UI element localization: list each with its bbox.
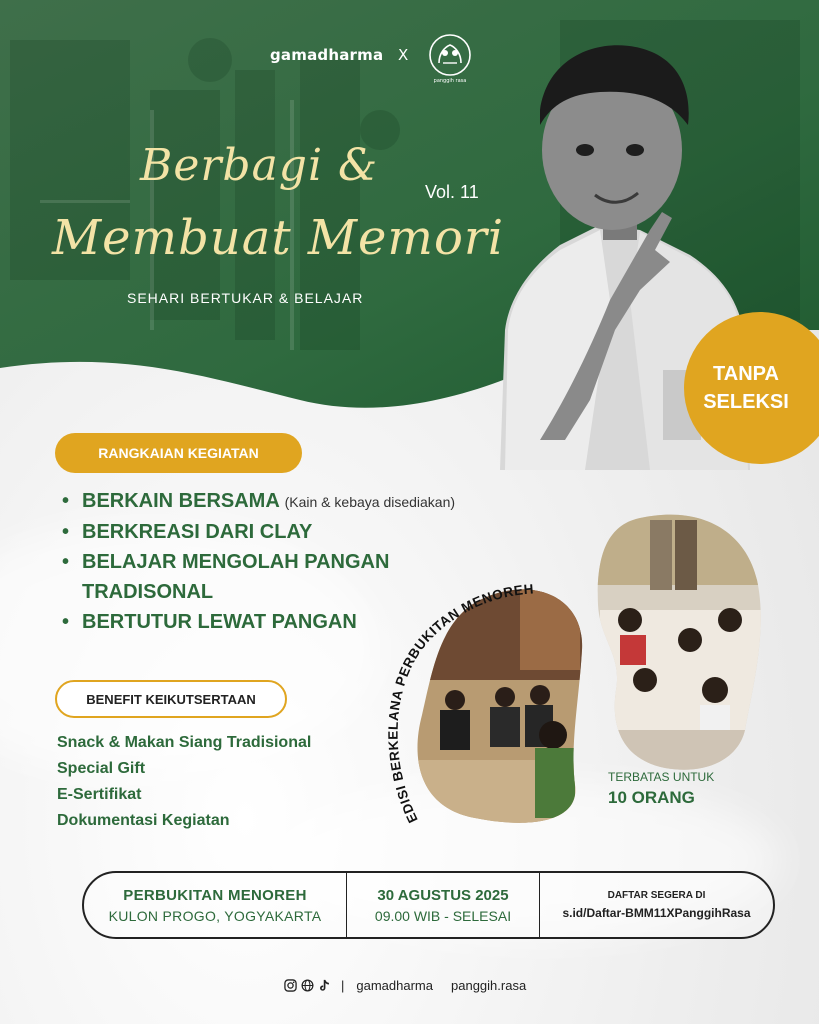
- quota-line-2: 10 ORANG: [608, 788, 695, 807]
- social-handle-gamadharma[interactable]: gamadharma: [356, 978, 433, 993]
- edition-curved-label: [370, 555, 600, 835]
- partner-logo-text: panggih rasa: [433, 78, 467, 83]
- register-link[interactable]: s.id/Daftar-BMM11XPanggihRasa: [562, 906, 751, 920]
- activities-heading: RANGKAIAN KEGIATAN: [55, 433, 302, 473]
- instagram-icon[interactable]: [284, 979, 297, 992]
- globe-icon[interactable]: [301, 979, 314, 992]
- activity-label: BERKREASI DARI CLAY: [82, 521, 313, 543]
- list-item: Special Gift: [57, 760, 146, 777]
- date-cell: [347, 873, 540, 937]
- register-cell: [540, 873, 773, 937]
- benefit-heading: BENEFIT KEIKUTSERTAAN: [55, 680, 287, 718]
- workshop-photo-2: [595, 505, 765, 780]
- title-line-2: Membuat Memori: [52, 210, 505, 266]
- tiktok-icon[interactable]: [318, 979, 331, 992]
- list-item: Dokumentasi Kegiatan: [57, 812, 230, 829]
- subtitle: SEHARI BERTUKAR & BELAJAR: [127, 290, 364, 306]
- activity-label: BELAJAR MENGOLAH PANGAN TRADISONAL: [82, 551, 390, 603]
- activity-label: BERTUTUR LEWAT PANGAN: [82, 611, 357, 633]
- brand-logo: gamadharma: [270, 46, 384, 64]
- location-title: PERBUKITAN MENOREH: [123, 886, 307, 904]
- collab-separator: X: [398, 46, 409, 64]
- list-item: Snack & Makan Siang Tradisional: [57, 734, 312, 751]
- svg-text:EDISI BERKELANA PERBUKITAN MEN: [386, 581, 535, 825]
- list-item: E-Sertifikat: [57, 786, 142, 803]
- event-info-bar: [82, 871, 775, 939]
- register-label: DAFTAR SEGERA DI: [607, 890, 706, 901]
- badge-line-1: TANPA: [713, 363, 779, 385]
- location-cell: [84, 873, 347, 937]
- social-handle-panggih[interactable]: panggih.rasa: [451, 978, 527, 993]
- social-bar: [284, 978, 526, 993]
- activity-label: BERKAIN BERSAMA: [82, 490, 280, 512]
- volume-label: Vol. 11: [425, 182, 479, 202]
- edition-label-text: EDISI BERKELANA PERBUKITAN MENOREH: [385, 581, 535, 826]
- title-line-1: Berbagi &: [140, 140, 379, 191]
- social-separator: |: [341, 978, 345, 993]
- event-date: 30 AGUSTUS 2025: [377, 886, 509, 904]
- quota-info: [608, 770, 714, 808]
- quota-line-1: TERBATAS UNTUK: [608, 770, 715, 784]
- activity-note: (Kain & kebaya disediakan): [284, 494, 456, 510]
- event-time: 09.00 WIB - SELESAI: [374, 907, 512, 924]
- location-subtitle: KULON PROGO, YOGYAKARTA: [108, 907, 322, 924]
- badge-line-2: SELEKSI: [703, 391, 789, 413]
